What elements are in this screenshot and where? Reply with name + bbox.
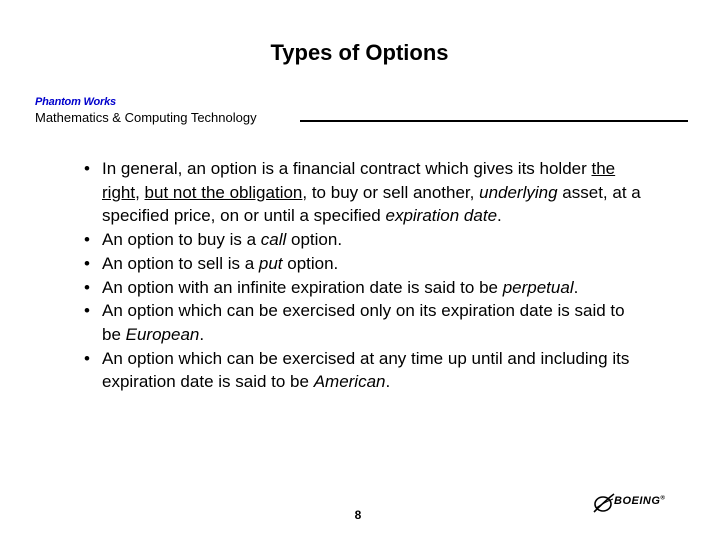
italic-term: European bbox=[125, 324, 200, 344]
bullet-text: option. bbox=[286, 230, 343, 250]
bullet-text: An option to buy is a bbox=[102, 230, 261, 250]
underlined-text: but not the obligation bbox=[144, 182, 303, 202]
bullet-text: , to buy or sell another, bbox=[302, 182, 480, 202]
boeing-swoosh-icon bbox=[592, 490, 616, 516]
italic-term: American bbox=[313, 372, 386, 392]
italic-term: call bbox=[260, 230, 287, 250]
bullet-text: An option which can be exercised at any time up until and including its expiration date is said to be bbox=[102, 348, 630, 392]
logo-wordmark: BOEING bbox=[614, 495, 661, 507]
italic-term: underlying bbox=[479, 182, 558, 202]
boeing-logo bbox=[592, 490, 692, 516]
bullet-item-put bbox=[84, 252, 644, 276]
italic-term: put bbox=[258, 253, 283, 273]
bullet-text: . bbox=[497, 206, 502, 226]
bullet-text: , bbox=[135, 182, 145, 202]
underlined-text: the right bbox=[102, 159, 616, 202]
italic-term: expiration date bbox=[385, 206, 498, 226]
bullet-item-perpetual bbox=[84, 276, 644, 300]
bullet-text: . bbox=[573, 277, 579, 297]
department-name: Mathematics & Computing Technology bbox=[35, 110, 257, 125]
bullet-list bbox=[84, 157, 644, 394]
bullet-text: An option with an infinite expiration date is said to be bbox=[102, 277, 503, 297]
bullet-text: An option to sell is a bbox=[102, 253, 259, 273]
bullet-text: . bbox=[385, 372, 391, 392]
header-divider bbox=[300, 120, 688, 122]
bullet-text: option. bbox=[282, 253, 339, 273]
bullet-text: In general, an option is a financial contract which gives its holder bbox=[102, 159, 592, 178]
bullet-item-american bbox=[84, 347, 644, 394]
brand-name: Phantom Works bbox=[35, 96, 116, 108]
bullet-item-definition bbox=[84, 157, 644, 228]
slide-title: Types of Options bbox=[270, 40, 449, 65]
bullet-text: An option which can be exercised only on its expiration date is said to be bbox=[102, 301, 625, 344]
italic-term: perpetual bbox=[502, 277, 574, 297]
page-number: 8 bbox=[354, 508, 362, 522]
registered-mark: ® bbox=[660, 495, 666, 502]
bullet-item-call bbox=[84, 228, 644, 252]
bullet-item-european bbox=[84, 299, 644, 346]
bullet-text: . bbox=[199, 324, 205, 344]
logo-text bbox=[614, 495, 665, 507]
bullet-text: asset, at a specified price, on or until a specified bbox=[102, 182, 641, 226]
